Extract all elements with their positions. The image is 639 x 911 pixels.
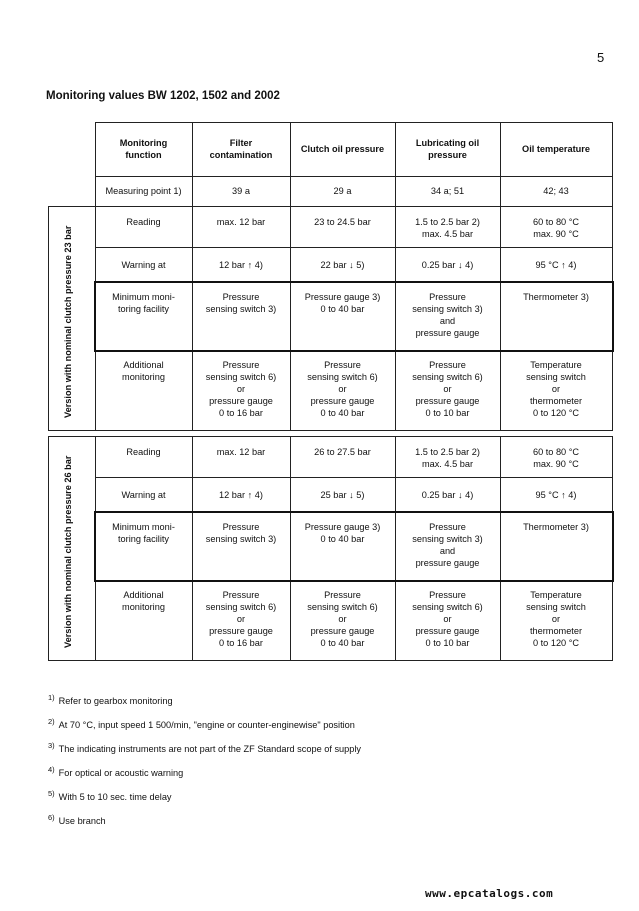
cell-line: Additional [123,360,164,370]
cell-line: Monitoring [119,138,168,148]
row-cell [395,589,500,649]
cell-line: Pressure [429,292,466,302]
row-cell [192,259,290,271]
footnote-number: 1) [48,693,55,702]
cell-line: sensing switch 3) [205,534,277,544]
cell-line: 0.25 bar ↓ 4) [421,260,474,270]
row-cell [395,521,500,569]
cell-line: toring facility [117,304,170,314]
footnote-number: 2) [48,717,55,726]
footnote-text: Refer to gearbox monitoring [58,696,173,706]
row-rule [95,247,612,248]
cell-line: 12 bar ↑ 4) [219,260,263,270]
header-col-3 [500,143,612,155]
row-cell [290,216,395,228]
cell-line: function [125,150,162,160]
cell-line: Reading [126,447,161,457]
cell-line: Thermometer 3) [523,292,589,302]
cell-line: sensing switch 6) [412,602,483,612]
cell-line: sensing switch [526,372,586,382]
footnote-text: With 5 to 10 sec. time delay [58,792,172,802]
cell-line: Pressure [222,590,260,600]
cell-line: Pressure [429,360,466,370]
cell-line: toring facility [117,534,170,544]
footnote-number: 4) [48,765,55,774]
cell-line: Reading [126,217,161,227]
cell-line: or [236,614,246,624]
cell-line: 25 bar ↓ 5) [320,490,365,500]
cell-line: Pressure [222,292,260,302]
cell-line: 1.5 to 2.5 bar 2) [415,217,480,227]
cell-line: Pressure gauge 3) [304,522,381,532]
cell-line: monitoring [122,602,165,612]
row-cell [290,359,395,419]
cell-line: 0 to 10 bar [425,638,470,648]
row-cell [500,216,612,240]
row-cell [290,589,395,649]
cell-line: sensing switch 3) [412,534,483,544]
footnote [48,717,355,730]
measuring-point-value: 42; 43 [543,186,569,196]
cell-line: sensing switch 3) [412,304,483,314]
row-label [95,446,192,458]
row-cell [192,521,290,545]
cell-line: Warning at [121,490,166,500]
footnote-number: 3) [48,741,55,750]
header-col-0 [192,137,290,161]
cell-line: 0 to 16 bar [219,638,263,648]
table-top-rule [95,122,612,123]
footnote [48,813,106,826]
row-cell [290,291,395,315]
cell-line: Filter [229,138,253,148]
cell-line: Minimum moni- [112,292,175,302]
row-cell [192,291,290,315]
row-label [95,216,192,228]
footnote [48,741,362,754]
cell-line: 0 to 40 bar [320,638,365,648]
measuring-point-value: 29 a [333,186,352,196]
measuring-point-label: Measuring point 1) [105,186,182,196]
footnote-text: Use branch [58,816,106,826]
cell-line: sensing switch 6) [307,602,378,612]
row-cell [192,359,290,419]
cell-line: max. 4.5 bar [421,459,474,469]
cell-line: pressure gauge [209,626,273,636]
cell-line: pressure [428,150,467,160]
cell-line: Thermometer 3) [523,522,589,532]
cell-line: Temperature [530,590,582,600]
row-cell [500,521,612,533]
row-label [95,291,192,315]
row-cell [500,291,612,303]
cell-line: and [439,316,456,326]
cell-line: 22 bar ↓ 5) [320,260,365,270]
row-cell [395,359,500,419]
cell-line: or [443,384,452,394]
cell-line: or [551,614,561,624]
cell-line: pressure gauge [310,626,375,636]
cell-line: sensing switch 6) [412,372,483,382]
cell-line: or [236,384,246,394]
cell-line: Pressure gauge 3) [304,292,381,302]
row-cell [500,589,612,649]
footnote-number: 6) [48,813,55,822]
cell-line: 0 to 120 °C [532,408,580,418]
row-cell [290,259,395,271]
cell-line: or [551,384,561,394]
row-cell [192,589,290,649]
row-cell [500,489,612,501]
footnote [48,789,172,802]
page-number: 5 [597,50,605,65]
row-cell [290,521,395,545]
cell-line: max. 12 bar [216,217,266,227]
cell-line: sensing switch [526,602,586,612]
column-rule [612,122,613,206]
row-cell [500,446,612,470]
cell-line: 0 to 40 bar [320,534,365,544]
cell-line: Pressure [324,590,361,600]
cell-line: max. 12 bar [216,447,266,457]
cell-line: Minimum moni- [112,522,175,532]
side-label: Version with nominal clutch pressure 23 bar [63,225,73,418]
header-bottom-rule [95,176,612,177]
cell-line: 26 to 27.5 bar [314,447,371,457]
row-cell [395,216,500,240]
cell-line: 0 to 16 bar [219,408,263,418]
cell-line: 0.25 bar ↓ 4) [421,490,474,500]
row-label [95,489,192,501]
cell-line: monitoring [122,372,165,382]
footnote [48,765,184,778]
footnote-text: The indicating instruments are not part of the ZF Standard scope of supply [58,744,362,754]
row-cell [290,446,395,458]
cell-line: 0 to 40 bar [320,304,365,314]
cell-line: 95 °C ↑ 4) [535,490,577,500]
row-cell [500,359,612,419]
cell-line: Pressure [324,360,361,370]
header-col-2 [395,137,500,161]
cell-line: and [439,546,456,556]
cell-line: thermometer [529,626,583,636]
measuring-point-value: 39 a [232,186,250,196]
row-label [95,259,192,271]
cell-line: 23 to 24.5 bar [314,217,371,227]
cell-line: pressure gauge [415,328,480,338]
row-cell [395,446,500,470]
cell-line: Pressure [429,522,466,532]
cell-line: or [338,384,347,394]
header-col-1 [290,143,395,155]
cell-line: pressure gauge [310,396,375,406]
cell-line: 1.5 to 2.5 bar 2) [415,447,480,457]
measuring-point-value: 34 a; 51 [430,186,465,196]
page-title: Monitoring values BW 1202, 1502 and 2002 [46,90,280,102]
cell-line: pressure gauge [415,558,480,568]
footnote-text: For optical or acoustic warning [58,768,184,778]
cell-line: 0 to 10 bar [425,408,470,418]
row-cell [290,489,395,501]
cell-line: Pressure [222,360,260,370]
cell-line: Additional [123,590,164,600]
cell-line: or [338,614,347,624]
row-cell [192,216,290,228]
side-label: Version with nominal clutch pressure 26 bar [63,455,73,648]
watermark-url: www.epcatalogs.com [425,887,554,900]
cell-line: pressure gauge [209,396,273,406]
cell-line: Pressure [222,522,260,532]
cell-line: contamination [209,150,273,160]
cell-line: Lubricating oil [415,138,480,148]
row-rule [95,477,612,478]
cell-line: max. 90 °C [533,459,579,469]
row-cell [192,489,290,501]
cell-line: 0 to 120 °C [532,638,580,648]
cell-line: sensing switch 6) [205,602,277,612]
cell-line: sensing switch 6) [307,372,378,382]
cell-line: 60 to 80 °C [532,447,580,457]
cell-line: sensing switch 3) [205,304,277,314]
cell-line: thermometer [529,396,583,406]
cell-line: or [443,614,452,624]
row-cell [395,291,500,339]
footnote [48,693,173,706]
row-label [95,589,192,613]
cell-line: sensing switch 6) [205,372,277,382]
row-cell [395,259,500,271]
cell-line: 95 °C ↑ 4) [535,260,577,270]
cell-line: Pressure [429,590,466,600]
cell-line: 60 to 80 °C [532,217,580,227]
cell-line: pressure gauge [415,626,480,636]
cell-line: max. 4.5 bar [421,229,474,239]
cell-line: max. 90 °C [533,229,579,239]
row-cell [395,489,500,501]
row-cell [500,259,612,271]
header-monitoring-function [95,137,192,161]
cell-line: Warning at [121,260,166,270]
cell-line: Temperature [530,360,582,370]
row-label [95,359,192,383]
cell-line: Clutch oil pressure [300,144,385,154]
cell-line: 12 bar ↑ 4) [219,490,263,500]
footnote-number: 5) [48,789,55,798]
footnote-text: At 70 °C, input speed 1 500/min, "engine or counter-enginewise" position [58,720,355,730]
cell-line: 0 to 40 bar [320,408,365,418]
cell-line: pressure gauge [415,396,480,406]
cell-line: Oil temperature [522,144,590,154]
row-label [95,521,192,545]
row-cell [192,446,290,458]
